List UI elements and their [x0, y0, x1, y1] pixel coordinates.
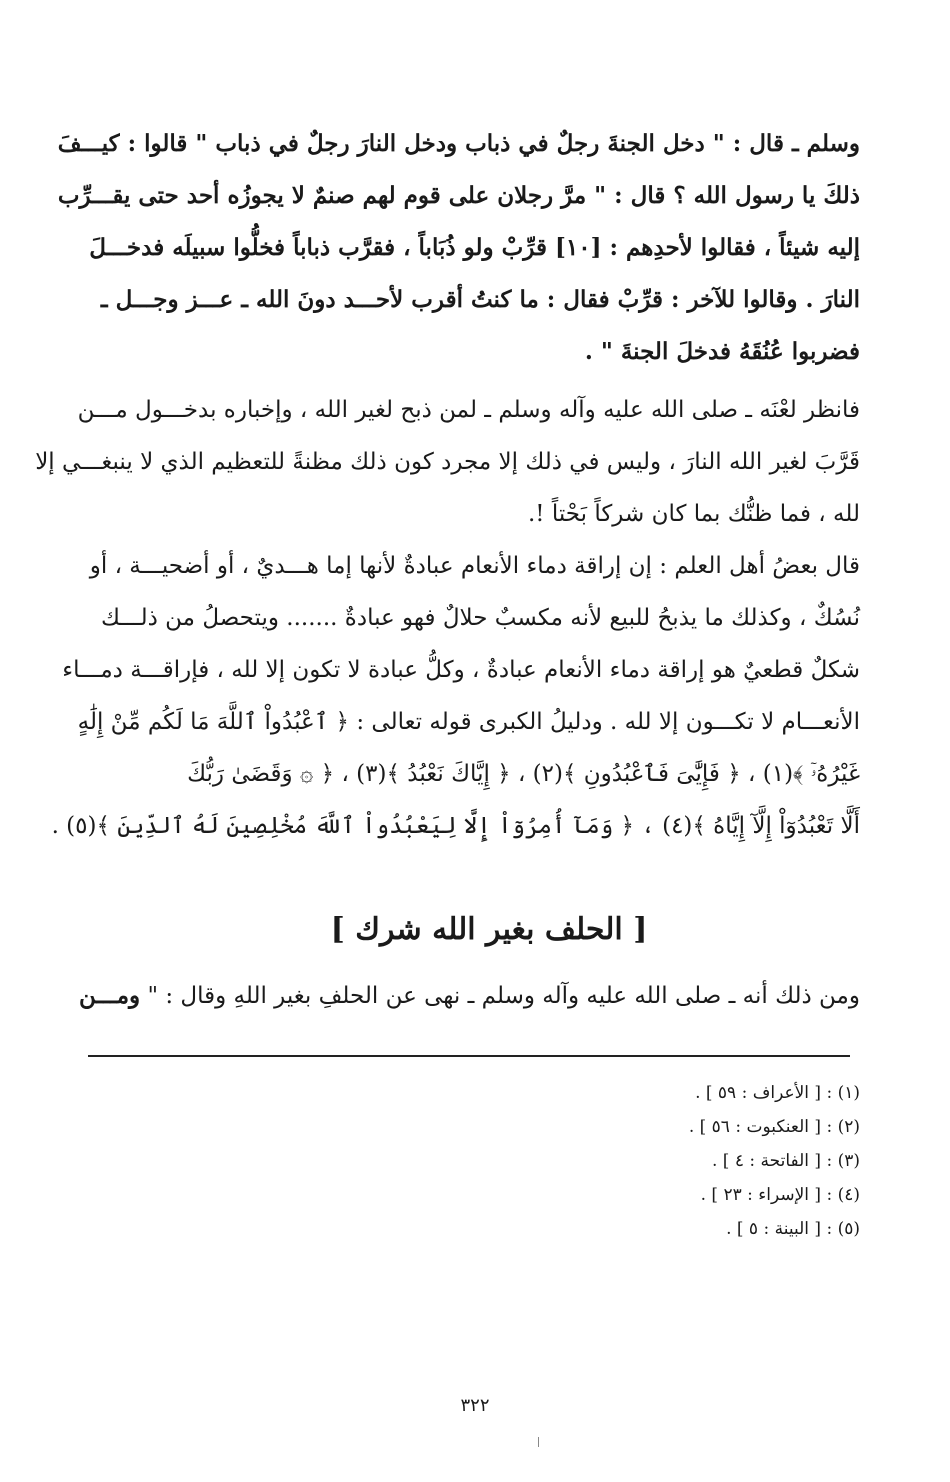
text-line: قَرَّبَ لغير الله النارَ ، وليس في ذلك إلا مجرد كون ذلك مظنةً للتعظيم الذي لا ينبغـــي إلا	[35, 449, 860, 475]
text-line: فضربوا عُنُقَهُ فدخلَ الجنةَ " .	[584, 338, 860, 365]
paragraph-after-heading	[78, 970, 860, 1022]
footnote-item: (٢) : [ العنكبوت : ٥٦ ] .	[688, 1117, 860, 1137]
footnote-item: (١) : [ الأعراف : ٥٩ ] .	[695, 1083, 860, 1103]
text-line: وسلم ـ قال : " دخل الجنةَ رجلٌ في ذباب ودخل النارَ رجلٌ في ذباب " قالوا : كيـــفَ	[57, 130, 860, 157]
footnote-item: (٥) : [ البينة : ٥ ] .	[726, 1219, 860, 1239]
section-heading: [ الحلف بغير الله شرك ]	[330, 912, 648, 947]
footnotes	[480, 1076, 860, 1246]
text-line: ذلكَ يا رسول الله ؟ قال : " مرَّ رجلان على قوم لهم صنمٌ لا يجوزُه أحد حتى يقـــرِّب	[57, 182, 860, 209]
paragraph-hadith	[57, 118, 860, 378]
text-line: شكلٌ قطعيٌ هو إراقة دماء الأنعام عبادةٌ ، وكلُّ عبادة لا تكون إلا لله ، فإراقـــة دمـــاء	[62, 657, 860, 683]
scan-mark	[538, 1437, 539, 1447]
text-line: غَيْرُهُۥٓ ﴾(١) ، ﴿ فَإِيَّٰىَ فَٱعْبُدُونِ ﴾(٢) ، ﴿ إِيَّاكَ نَعْبُدُ ﴾(٣) ، ﴿ ۞ وَقَضَىٰ رَبُّكَ	[187, 761, 860, 787]
text-line	[78, 970, 860, 1022]
footnote-item: (٣) : [ الفاتحة : ٤ ] .	[711, 1151, 860, 1171]
text-line: لله ، فما ظنُّك بما كان شركاً بَحْتاً !.	[527, 501, 860, 527]
text-line: النارَ . وقالوا للآخر : قرِّبْ فقال : ما كنتُ أقرب لأحـــد دونَ الله ـ عـــز وجـــل ـ	[100, 286, 860, 313]
paragraph-commentary	[35, 384, 860, 540]
text-line: أَلَّا تَعْبُدُوٓاْ إِلَّآ إِيَّاهُ ﴾(٤) ، ﴿ وَمَآ أُمِرُوٓاْ إِلَّا لِيَعْبُدُواْ ٱللَّهَ مُخْلِصِينَ لَهُ ٱلدِّينَ ﴾(٥) .	[51, 813, 860, 839]
footnote-divider	[88, 1055, 850, 1057]
page-number: ٣٢٢	[460, 1395, 490, 1416]
after-heading-text: ومن ذلك أنه ـ صلى الله عليه وآله وسلم ـ نهى عن الحلفِ بغير اللهِ وقال : "	[147, 983, 860, 1009]
footnote-item: (٤) : [ الإسراء : ٢٣ ] .	[700, 1185, 860, 1205]
text-line: نُسُكٌ ، وكذلك ما يذبحُ للبيع لأنه مكسبٌ حلالٌ فهو عبادةٌ ....... ويتحصلُ من ذلـــك	[101, 605, 860, 631]
text-line: قال بعضُ أهل العلم : إن إراقة دماء الأنعام عبادةٌ لأنها إما هـــديٌ ، أو أضحيـــة ، أو	[89, 553, 860, 579]
text-line: الأنعـــام لا تكـــون إلا لله . ودليلُ الكبرى قوله تعالى : ﴿ ٱعْبُدُواْ ٱللَّهَ مَا لَكُم مِّنْ إِلَٰهٍ	[77, 709, 860, 735]
after-heading-bold-tail: ومـــن	[78, 982, 141, 1009]
text-line: إليه شيئاً ، فقالوا لأحدِهم : [١٠] قرِّبْ ولو ذُبَاباً ، فقرَّب ذباباً فخلُّوا سبيلَه فدخـــلَ	[89, 234, 860, 261]
paragraph-scholars	[51, 540, 860, 852]
text-line: فانظر لعْنَه ـ صلى الله عليه وآله وسلم ـ لمن ذبح لغير الله ، وإخباره بدخـــول مـــن	[77, 397, 860, 423]
